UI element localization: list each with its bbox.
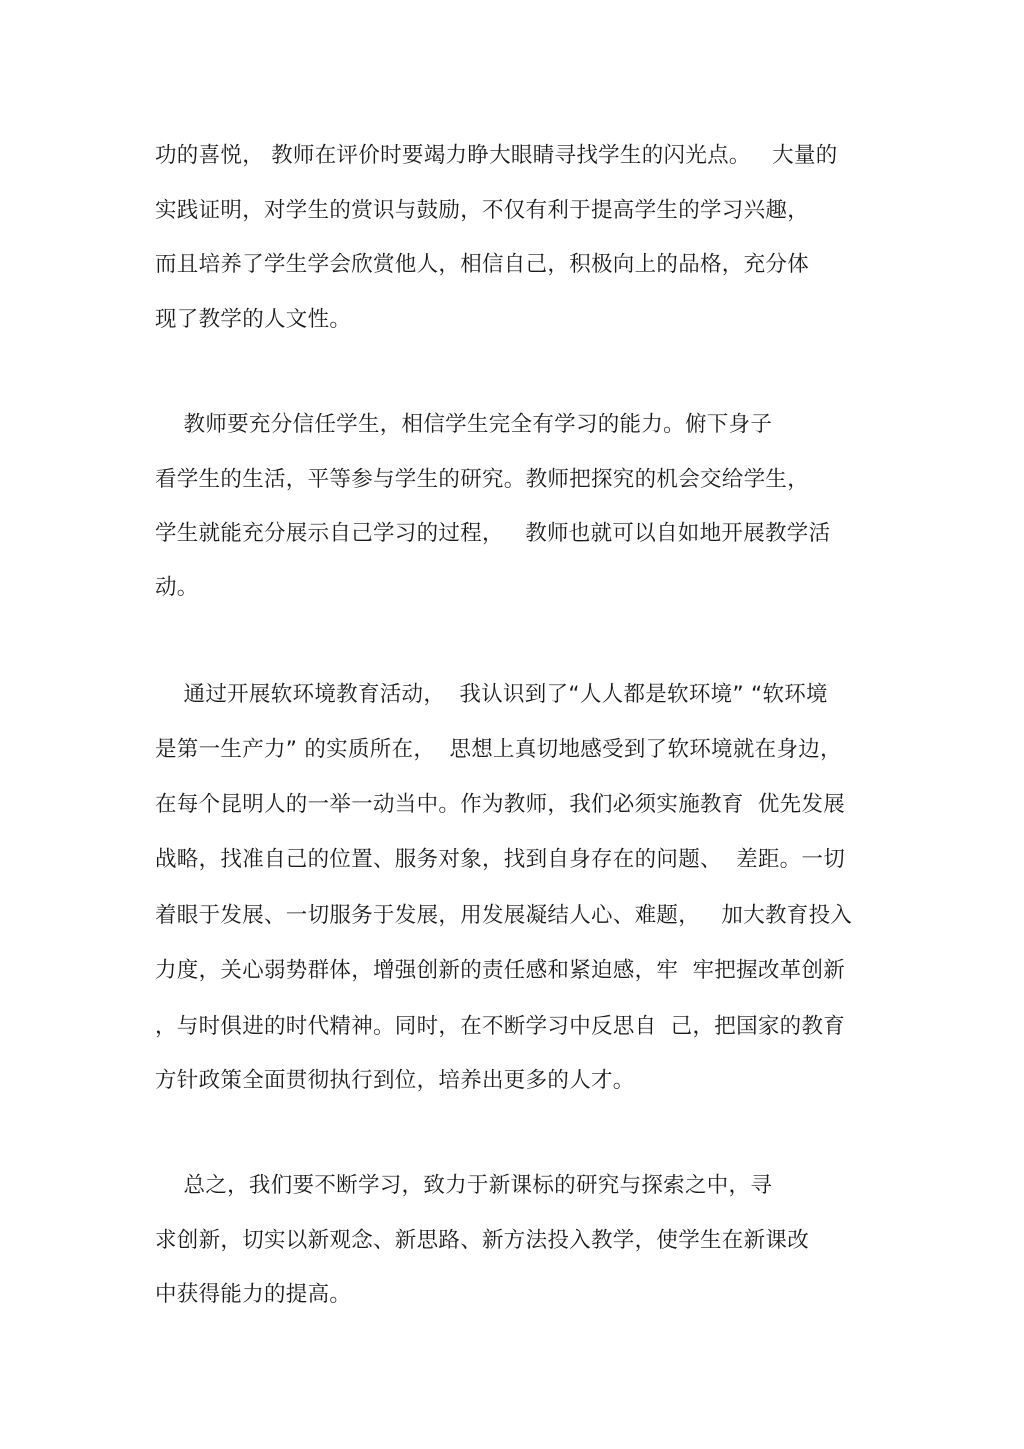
paragraph-2-line-2: 看学生的生活，平等参与学生的研究。教师把探究的机会交给学生， (155, 467, 810, 492)
paragraph-1-line-1: 功的喜悦， 教师在评价时要竭力睁大眼睛寻找学生的闪光点。 大量的 (155, 143, 838, 168)
paragraph-4-line-2: 求创新，切实以新观念、新思路、新方法投入教学，使学生在新课改 (155, 1228, 810, 1253)
paragraph-3-line-6: 力度，关心弱势群体，增强创新的责任感和紧迫感，牢 牢把握改革创新 (155, 958, 846, 983)
paragraph-3-line-1: 通过开展软环境教育活动， 我认识到了“人人都是软环境” “软环境 (155, 682, 828, 707)
paragraph-3-line-5: 着眼于发展、一切服务于发展，用发展凝结人心、难题， 加大教育投入 (155, 903, 853, 928)
paragraph-1-line-3: 而且培养了学生学会欣赏他人，相信自己，积极向上的品格，充分体 (155, 252, 810, 277)
paragraph-3-line-2: 是第一生产力” 的实质所在， 思想上真切地感受到了软环境就在身边， (155, 737, 842, 762)
paragraph-2-line-4: 动。 (155, 575, 199, 600)
paragraph-3-line-7: ，与时俱进的时代精神。同时，在不断学习中反思自 己，把国家的教育 (155, 1014, 846, 1039)
paragraph-1-line-2: 实践证明，对学生的赏识与鼓励，不仅有利于提高学生的学习兴趣， (155, 198, 810, 223)
paragraph-2-line-3: 学生就能充分展示自己学习的过程， 教师也就可以自如地开展教学活 (155, 521, 831, 546)
paragraph-3-line-4: 战略，找准自己的位置、服务对象，找到自身存在的问题、 差距。一切 (155, 847, 846, 872)
paragraph-1-line-4: 现了教学的人文性。 (155, 307, 352, 332)
paragraph-3-line-8: 方针政策全面贯彻执行到位，培养出更多的人才。 (155, 1068, 635, 1093)
paragraph-4-line-3: 中获得能力的提高。 (155, 1282, 352, 1307)
paragraph-3-line-3: 在每个昆明人的一举一动当中。作为教师，我们必须实施教育 优先发展 (155, 792, 846, 817)
paragraph-4-line-1: 总之，我们要不断学习，致力于新课标的研究与探索之中，寻 (155, 1173, 773, 1198)
paragraph-2-line-1: 教师要充分信任学生，相信学生完全有学习的能力。俯下身子 (155, 412, 773, 437)
